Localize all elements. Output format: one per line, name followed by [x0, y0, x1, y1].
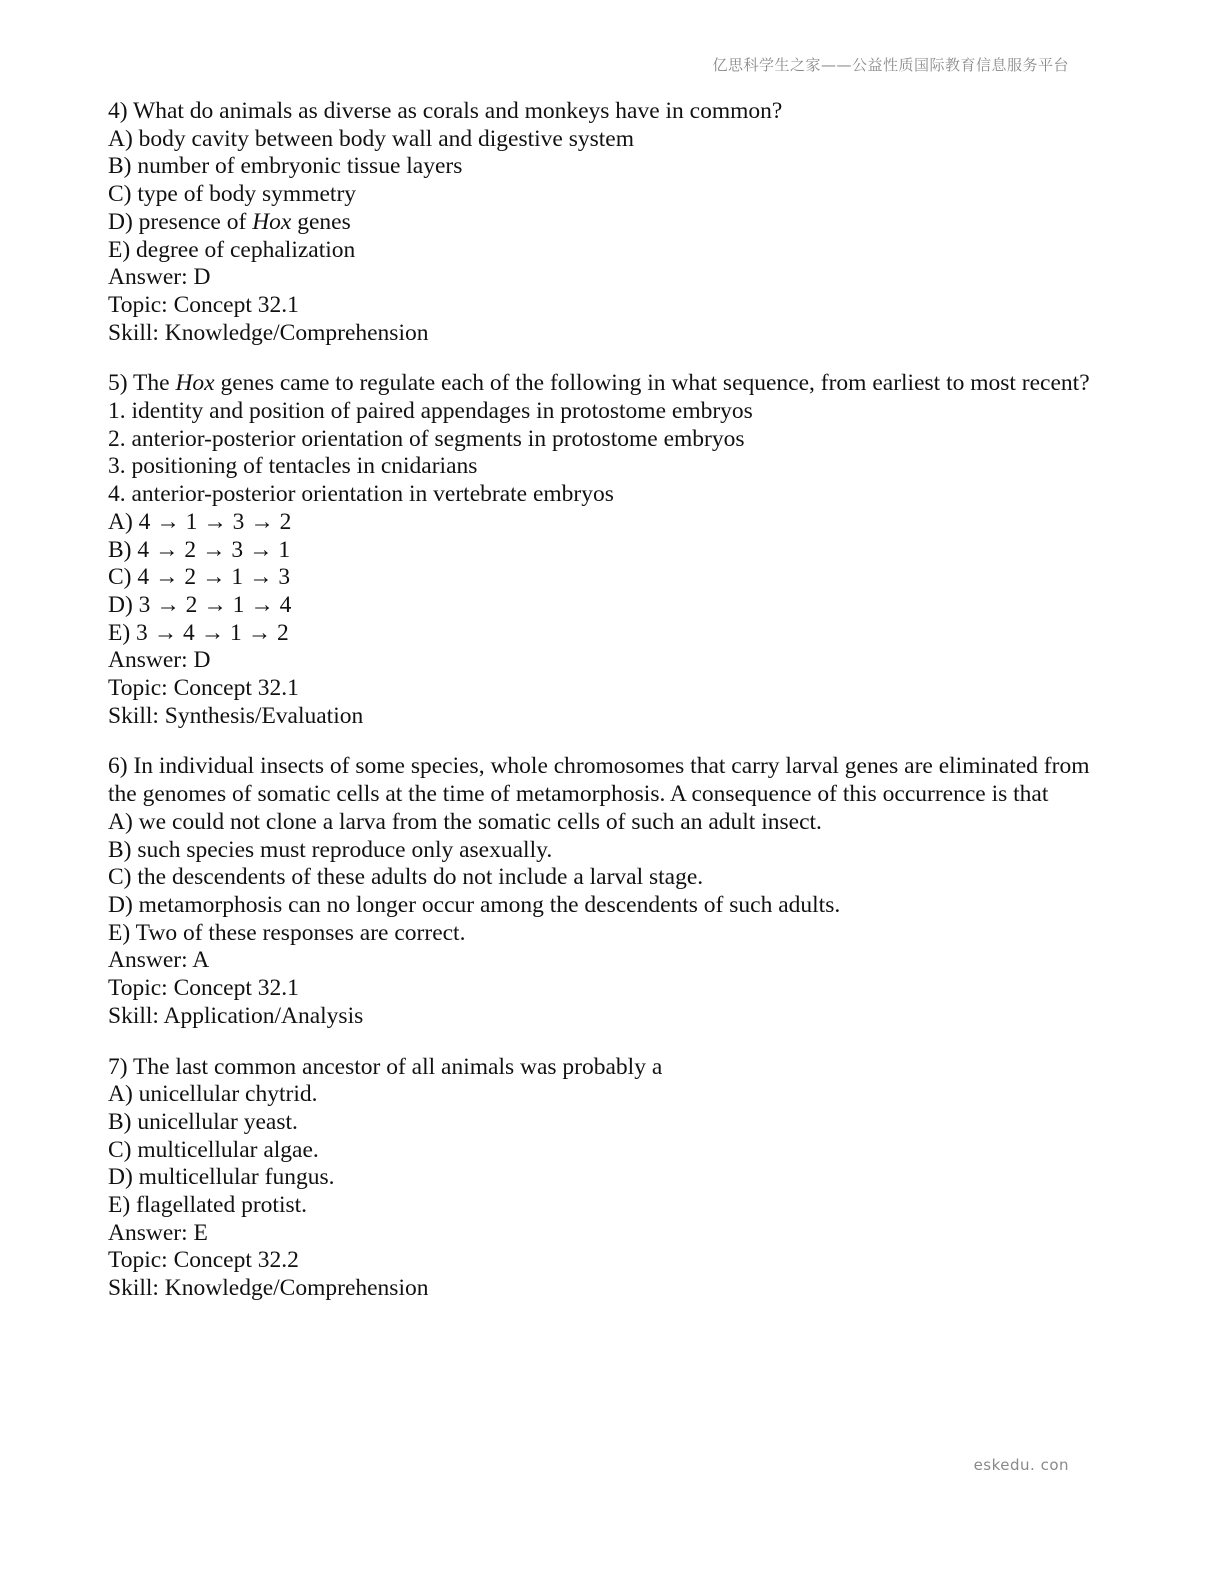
- question-6: [108, 753, 1118, 1030]
- question-stem-line-2: the genomes of somatic cells at the time of metamorphosis. A consequence of this occurrence is that: [108, 781, 1049, 808]
- option-b: B) such species must reproduce only asexually.: [108, 836, 553, 863]
- option-a: A) we could not clone a larva from the somatic cells of such an adult insect.: [108, 808, 822, 835]
- option-b: B) unicellular yeast.: [108, 1108, 298, 1135]
- stem-suffix: genes came to regulate each of the following in what sequence, from earliest to most recent?: [214, 370, 1090, 397]
- document-body: [108, 98, 1118, 1326]
- question-stem-line-1: 6) In individual insects of some species, whole chromosomes that carry larval genes are eliminated from: [108, 753, 1090, 780]
- question-stem: 7) The last common ancestor of all animals was probably a: [108, 1053, 663, 1080]
- answer: Answer: E: [108, 1219, 208, 1246]
- list-item-4: 4. anterior-posterior orientation in vertebrate embryos: [108, 481, 614, 508]
- question-stem: 4) What do animals as diverse as corals and monkeys have in common?: [108, 98, 783, 124]
- option-e: E) degree of cephalization: [108, 236, 356, 263]
- option-d: D) multicellular fungus.: [108, 1164, 335, 1191]
- topic: Topic: Concept 32.1: [108, 291, 299, 318]
- option-a: A) unicellular chytrid.: [108, 1081, 318, 1108]
- topic: Topic: Concept 32.2: [108, 1247, 299, 1274]
- answer: Answer: A: [108, 947, 210, 974]
- option-e: E) 3 → 4 → 1 → 2: [108, 619, 289, 646]
- footer-watermark: eskedu. con: [973, 1456, 1069, 1474]
- topic: Topic: Concept 32.1: [108, 975, 299, 1002]
- option-d-suffix: genes: [291, 208, 351, 235]
- option-d: D) 3 → 2 → 1 → 4: [108, 591, 292, 618]
- option-e: E) Two of these responses are correct.: [108, 919, 466, 946]
- option-d-prefix: D) presence of: [108, 208, 253, 235]
- question-4: [108, 98, 1118, 347]
- skill: Skill: Knowledge/Comprehension: [108, 1275, 429, 1302]
- list-item-2: 2. anterior-posterior orientation of segments in protostome embryos: [108, 425, 745, 452]
- stem-prefix: 5) The: [108, 370, 176, 397]
- option-d: D) metamorphosis can no longer occur among the descendents of such adults.: [108, 891, 841, 918]
- stem-italic: Hox: [175, 370, 215, 397]
- list-item-3: 3. positioning of tentacles in cnidarians: [108, 453, 478, 480]
- option-c: C) multicellular algae.: [108, 1136, 319, 1163]
- header-watermark: 亿思科学生之家——公益性质国际教育信息服务平台: [712, 56, 1069, 74]
- option-c: C) 4 → 2 → 1 → 3: [108, 564, 291, 591]
- option-c: C) the descendents of these adults do not include a larval stage.: [108, 864, 704, 891]
- option-c: C) type of body symmetry: [108, 181, 357, 208]
- skill: Skill: Knowledge/Comprehension: [108, 319, 429, 346]
- list-item-1: 1. identity and position of paired appendages in protostome embryos: [108, 398, 753, 425]
- answer: Answer: D: [108, 264, 211, 291]
- option-e: E) flagellated protist.: [108, 1192, 308, 1219]
- answer: Answer: D: [108, 647, 211, 674]
- option-d-italic: Hox: [252, 208, 292, 235]
- skill: Skill: Application/Analysis: [108, 1002, 364, 1029]
- skill: Skill: Synthesis/Evaluation: [108, 702, 364, 729]
- option-b: B) number of embryonic tissue layers: [108, 153, 463, 180]
- option-a: A) 4 → 1 → 3 → 2: [108, 508, 292, 535]
- option-a: A) body cavity between body wall and digestive system: [108, 125, 635, 152]
- question-stem: [108, 370, 1118, 398]
- question-5: [108, 370, 1118, 730]
- question-7: [108, 1054, 1118, 1303]
- option-d: [108, 209, 1118, 237]
- topic: Topic: Concept 32.1: [108, 675, 299, 702]
- option-b: B) 4 → 2 → 3 → 1: [108, 536, 291, 563]
